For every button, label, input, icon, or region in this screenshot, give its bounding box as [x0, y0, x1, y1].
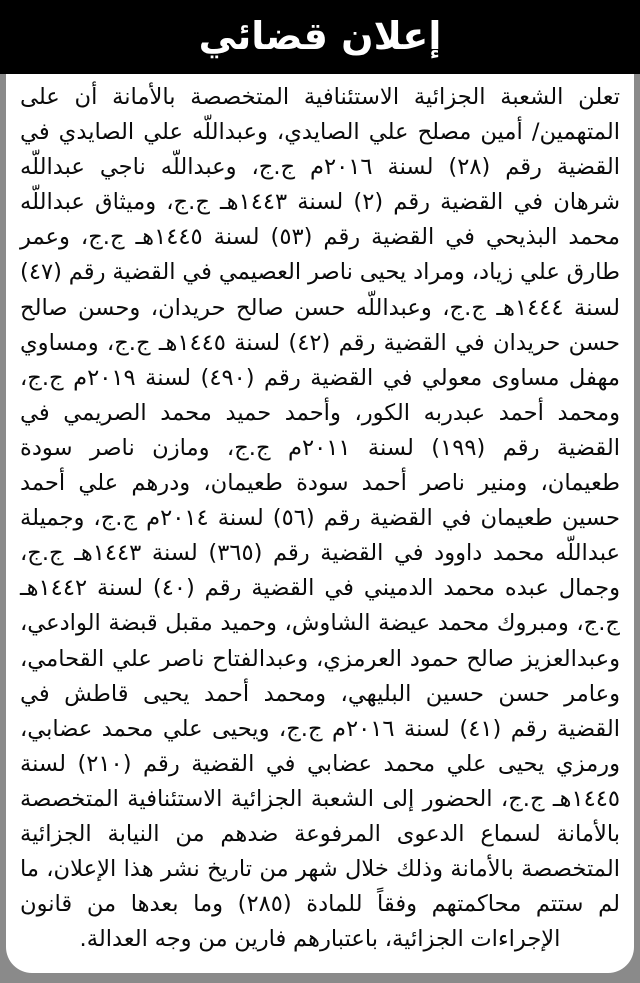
announcement-banner: [0, 0, 640, 74]
page-title: إعلان قضائي: [198, 14, 442, 58]
announcement-card-frame: [0, 74, 640, 983]
announcement-body-text: تعلن الشعبة الجزائية الاستئنافية المتخصصة بالأمانة أن على المتهمين/ أمين مصلح علي الصايدي، وعبداللّه علي الصايدي في القضية رقم (٢٨) لسنة ٢٠١٦م ج.ج، وعبداللّه ناجي عبداللّه شرهان في القضية رقم (٢) لسنة ١٤٤٣هـ ج.ج، وميثاق عبداللّه محمد البذيحي في القضية رقم (٥٣) لسنة ١٤٤٥هـ ج.ج، وعمر طارق علي زياد، ومراد يحيى ناصر العصيمي في القضية رقم (٤٧) لسنة ١٤٤٤هـ ج.ج، وعبداللّه حسن صالح حريدان، وحسن صالح حسن حريدان في القضية رقم (٤٢) لسنة ١٤٤٥هـ ج.ج، ومساوي مهفل مساوى معولي في القضية رقم (٤٩٠) لسنة ٢٠١٩م ج.ج، ومحمد أحمد عبدربه الكور، وأحمد حميد محمد الصريمي في القضية رقم (١٩٩) لسنة ٢٠١١م ج.ج، ومازن ناصر سودة طعيمان، ومنير ناصر أحمد سودة طعيمان، ودرهم علي أحمد حسين طعيمان في القضية رقم (٥٦) لسنة ٢٠١٤م ج.ج، وجميلة عبداللّه محمد داوود في القضية رقم (٣٦٥) لسنة ١٤٤٣هـ ج.ج، وجمال عبده محمد الدميني في القضية رقم (٤٠) لسنة ١٤٤٢هـ ج.ج، ومبروك محمد عيضة الشاوش، وحميد مقبل قبضة الوادعي، وعبدالعزيز صالح حمود العرمزي، وعبدالفتاح ناصر علي القحامي، وعامر حسن حسين البليهي، ومحمد أحمد يحيى قاطش في القضية رقم (٤١) لسنة ٢٠١٦م ج.ج، ويحيى علي محمد عضابي، ورمزي يحيى علي محمد عضابي في القضية رقم (٢١٠) لسنة ١٤٤٥هـ ج.ج، الحضور إلى الشعبة الجزائية الاستئنافية المتخصصة بالأمانة لسماع الدعوى المرفوعة ضدهم من النيابة الجزائية المتخصصة بالأمانة وذلك خلال شهر من تاريخ نشر هذا الإعلان، ما لم ستتم محاكمتهم وفقاً للمادة (٢٨٥) وما بعدها من قانون الإجراءات الجزائية، باعتبارهم فارين من وجه العدالة.: [20, 84, 621, 953]
announcement-card: [6, 74, 634, 973]
